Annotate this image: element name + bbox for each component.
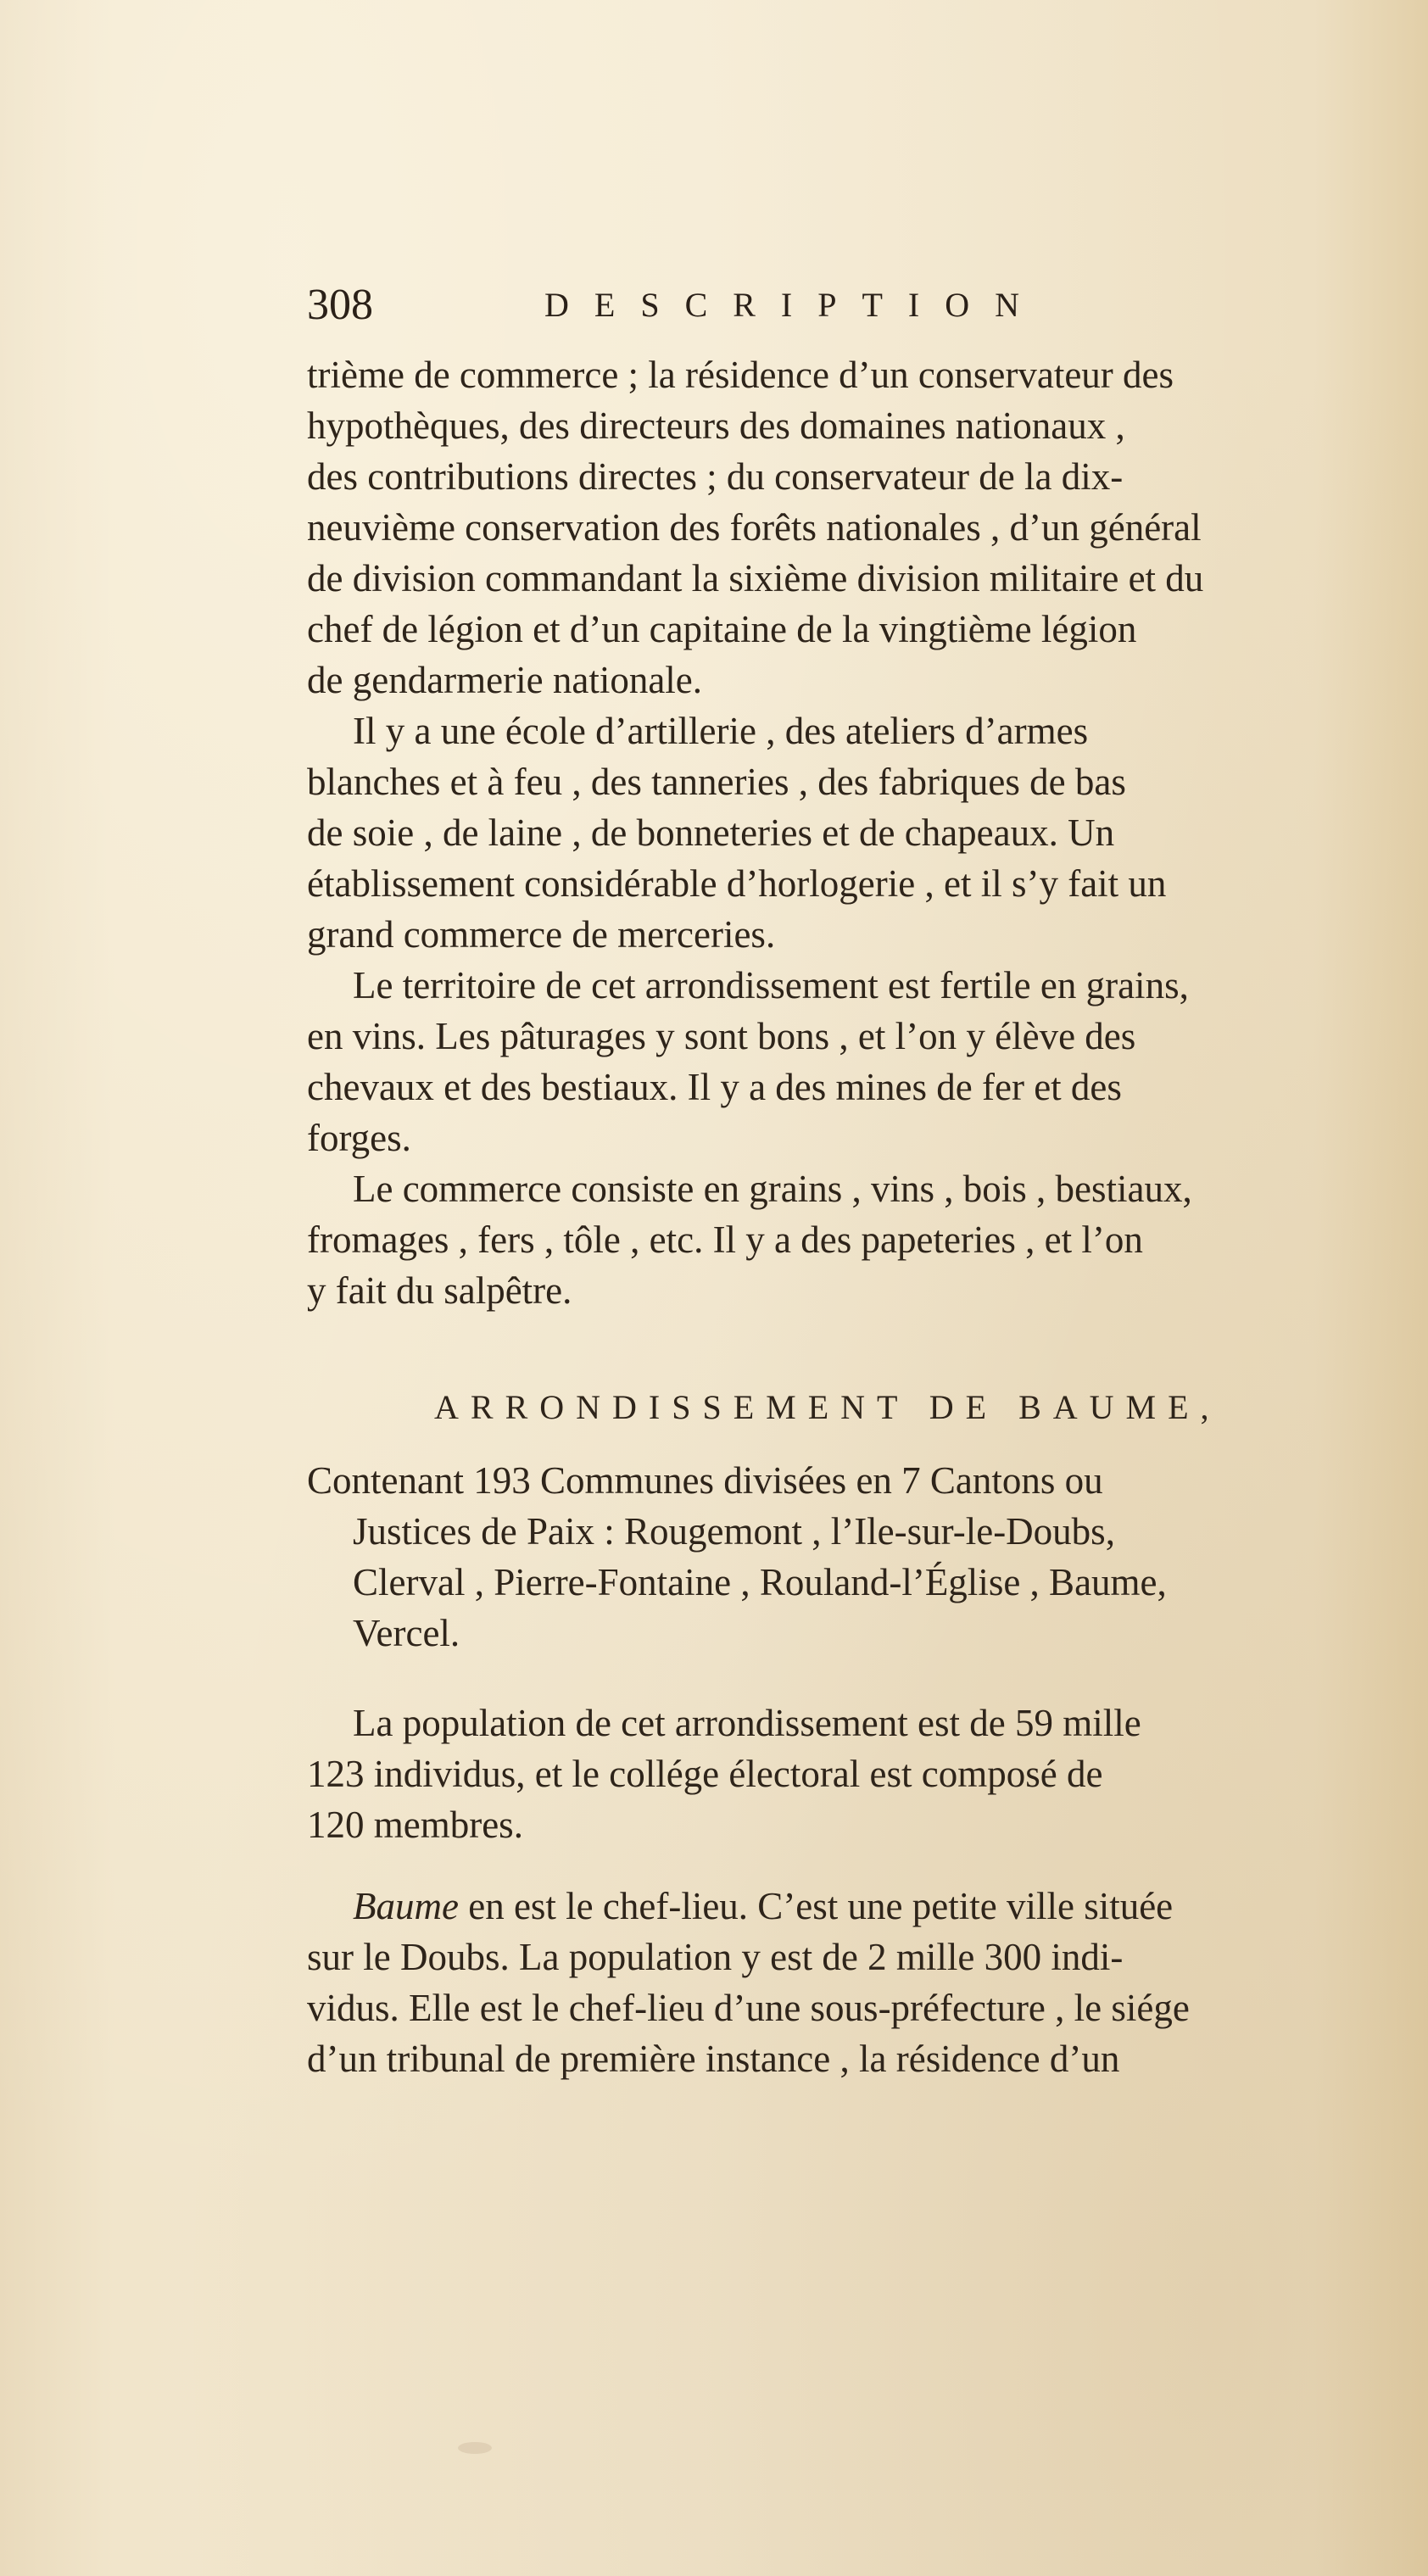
text-line: blanches et à feu , des tanneries , des fabriques de bas [307,761,1126,803]
text-line: établissement considérable d’horlogerie , et il s’y fait un [307,862,1167,905]
text-line: Justices de Paix : Rougemont , l’Ile-sur-le-Doubs, [353,1510,1115,1553]
text-line: grand commerce de merceries. [307,913,776,956]
text-line: de division commandant la sixième division militaire et du [307,557,1204,599]
text-line: chef de légion et d’un capitaine de la vingtième légion [307,608,1137,650]
body-text [307,349,1409,2084]
page-header [307,280,1155,339]
spacer [307,1850,1409,1881]
text-line: Vercel. [353,1612,460,1654]
running-head: DESCRIPTION [544,286,1046,324]
text-line: 120 membres. [307,1804,523,1846]
text-line [307,1881,1409,1932]
paragraph-2 [307,705,1409,960]
paragraph-3 [307,960,1409,1163]
section-heading: ARRONDISSEMENT DE BAUME, [434,1388,1221,1426]
text-line: Le territoire de cet arrondissement est fertile en grains, [353,964,1189,1006]
text-line: Clerval , Pierre-Fontaine , Rouland-l’Église , Baume, [353,1561,1167,1603]
paragraph-6 [307,1698,1409,1850]
text-line: neuvième conservation des forêts nationales , d’un général [307,506,1202,549]
page-number: 308 [307,281,373,329]
paragraph-7 [307,1881,1409,2084]
spacer [307,1659,1409,1698]
text-line: fromages , fers , tôle , etc. Il y a des papeteries , et l’on [307,1218,1143,1261]
paragraph-5 [307,1455,1409,1659]
text-line: de gendarmerie nationale. [307,659,703,701]
text-line: d’un tribunal de première instance , la résidence d’un [307,2038,1120,2080]
text-line: chevaux et des bestiaux. Il y a des mines de fer et des [307,1066,1122,1108]
text-line: forges. [307,1117,411,1159]
paragraph-4 [307,1163,1409,1316]
text-line: des contributions directes ; du conservateur de la dix- [307,455,1124,498]
text-line: La population de cet arrondissement est de 59 mille [353,1702,1141,1744]
text-line: en vins. Les pâturages y sont bons , et l’on y élève des [307,1015,1136,1057]
paper-smudge [458,2442,492,2454]
text-line: 123 individus, et le collége électoral est composé de [307,1753,1103,1795]
paragraph-1 [307,349,1409,705]
italic-place-name: Baume [353,1885,459,1927]
text-line: de soie , de laine , de bonneteries et de chapeaux. Un [307,811,1115,854]
text-line: Contenant 193 Communes divisées en 7 Cantons ou [307,1459,1103,1502]
text-line: hypothèques, des directeurs des domaines nationaux , [307,404,1125,447]
text-line: sur le Doubs. La population y est de 2 mille 300 indi- [307,1936,1124,1978]
text-line: y fait du salpêtre. [307,1269,572,1312]
text-line: vidus. Elle est le chef-lieu d’une sous-préfecture , le siége [307,1987,1190,2029]
text-line: Le commerce consiste en grains , vins , bois , bestiaux, [353,1168,1192,1210]
text-line: trième de commerce ; la résidence d’un conservateur des [307,354,1174,396]
text-line: Il y a une école d’artillerie , des ateliers d’armes [353,710,1089,752]
text-fragment: en est le chef-lieu. C’est une petite ville située [458,1885,1174,1927]
